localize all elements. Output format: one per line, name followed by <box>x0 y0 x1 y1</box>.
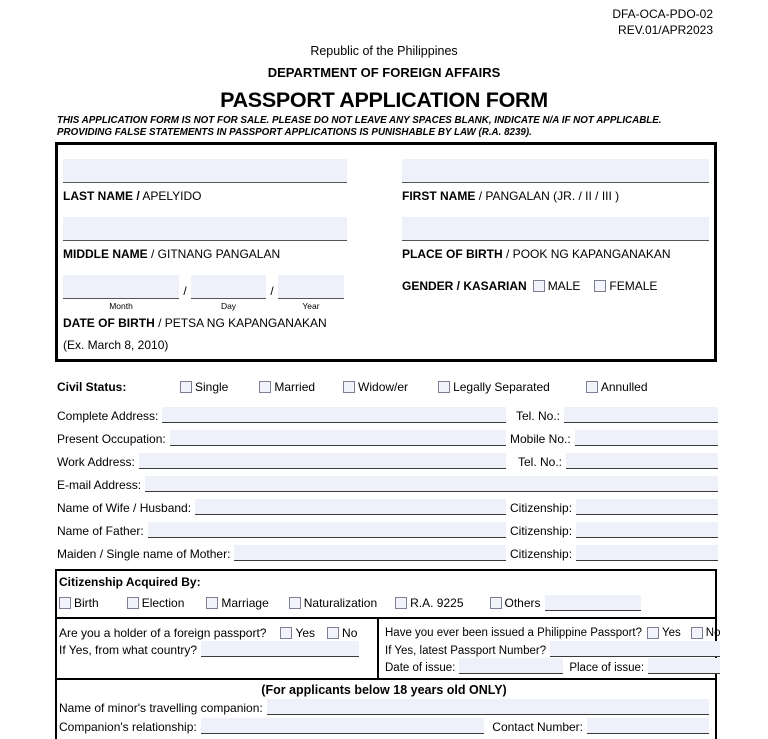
work-address-label: Work Address: <box>57 455 135 470</box>
year-label: Year <box>302 301 320 312</box>
tel-no-1-label: Tel. No.: <box>516 409 561 424</box>
foreign-passport-cell <box>57 619 377 678</box>
first-name-label: FIRST NAME / PANGALAN (JR. / II / III ) <box>402 189 620 204</box>
notice-line-1: THIS APPLICATION FORM IS NOT FOR SALE. PLEASE DO NOT LEAVE ANY SPACES BLANK, INDICATE N/A IF NOT APPLICABLE. <box>57 115 662 126</box>
father-row <box>57 522 718 538</box>
gender-row <box>402 279 709 293</box>
philippine-passport-cell <box>377 619 728 678</box>
checkbox-ra-9225[interactable] <box>395 597 407 609</box>
department-heading: DEPARTMENT OF FOREIGN AFFAIRS <box>267 65 501 80</box>
dob-year-input[interactable] <box>278 275 344 299</box>
last-name-label: LAST NAME / APELYIDO <box>63 189 202 204</box>
notice-line-2: PROVIDING FALSE STATEMENTS IN PASSPORT APPLICATIONS IS PUNISHABLE BY LAW (R.A. 8239). <box>57 127 532 139</box>
name-box-right-column <box>402 159 709 353</box>
legally-separated-label: Legally Separated <box>453 380 550 395</box>
dob-day-input[interactable] <box>191 275 266 299</box>
present-occupation-row <box>57 430 718 446</box>
dob-separator-1: / <box>183 284 187 299</box>
present-occupation-input[interactable] <box>170 430 506 446</box>
minor-section-header: (For applicants below 18 years old ONLY) <box>261 683 507 698</box>
email-address-input[interactable] <box>145 476 718 492</box>
father-label: Name of Father: <box>57 524 144 539</box>
companion-relationship-label: Companion's relationship: <box>59 720 197 735</box>
tel-no-2-label: Tel. No.: <box>518 455 563 470</box>
citizenship-1-label: Citizenship: <box>510 501 573 516</box>
place-of-birth-input[interactable] <box>402 217 709 241</box>
ph-passport-number-input[interactable] <box>550 641 720 657</box>
ph-yes-label: Yes <box>662 627 681 640</box>
date-of-issue-label: Date of issue: <box>385 662 456 675</box>
naturalization-label: Naturalization <box>303 596 378 611</box>
country-heading: Republic of the Philippines <box>310 44 458 58</box>
contact-number-label: Contact Number: <box>492 720 583 735</box>
work-address-row <box>57 453 718 469</box>
checkbox-birth[interactable] <box>59 597 71 609</box>
complete-address-label: Complete Address: <box>57 409 159 424</box>
wife-husband-input[interactable] <box>195 499 506 515</box>
gender-label: GENDER / KASARIAN <box>402 279 527 294</box>
date-of-issue-input[interactable] <box>459 658 563 674</box>
companion-name-label: Name of minor's travelling companion: <box>59 701 263 716</box>
checkbox-others[interactable] <box>490 597 502 609</box>
citizenship-acquired-label: Citizenship Acquired By: <box>59 575 201 590</box>
form-code: DFA-OCA-PDO-02 <box>612 7 713 21</box>
ra-9225-label: R.A. 9225 <box>410 596 464 611</box>
complete-address-input[interactable] <box>162 407 506 423</box>
foreign-yes-label: Yes <box>295 626 316 641</box>
male-label: MALE <box>547 279 581 294</box>
election-label: Election <box>141 596 185 611</box>
citizenship-3-label: Citizenship: <box>510 547 573 562</box>
checkbox-naturalization[interactable] <box>289 597 301 609</box>
checkbox-single[interactable] <box>180 381 192 393</box>
tel-no-2-input[interactable] <box>566 453 718 469</box>
birth-label: Birth <box>74 596 99 611</box>
day-label: Day <box>220 301 237 312</box>
present-occupation-label: Present Occupation: <box>57 432 166 447</box>
mobile-no-label: Mobile No.: <box>510 432 571 447</box>
email-address-label: E-mail Address: <box>57 478 142 493</box>
mother-row <box>57 545 718 561</box>
month-label: Month <box>109 301 133 312</box>
citizenship-passport-table <box>55 569 721 739</box>
ph-no-label: No <box>705 627 721 640</box>
female-checkbox[interactable] <box>594 280 606 292</box>
citizenship-acquired-section <box>57 571 715 617</box>
email-address-row <box>57 476 718 492</box>
checkbox-annulled[interactable] <box>586 381 598 393</box>
wife-husband-label: Name of Wife / Husband: <box>57 501 192 516</box>
minor-section <box>57 678 715 739</box>
checkbox-legally-separated[interactable] <box>438 381 450 393</box>
mobile-no-input[interactable] <box>575 430 718 446</box>
form-revision: REV.01/APR2023 <box>618 22 713 37</box>
civil-status-label: Civil Status: <box>57 380 127 395</box>
middle-name-label: MIDDLE NAME / GITNANG PANGALAN <box>63 247 281 262</box>
passport-history-section <box>57 617 721 678</box>
foreign-no-label: No <box>342 626 358 641</box>
last-name-input[interactable] <box>63 159 347 183</box>
foreign-passport-question: Are you a holder of a foreign passport? <box>59 626 267 641</box>
checkbox-marriage[interactable] <box>206 597 218 609</box>
others-input[interactable] <box>545 595 641 611</box>
citizenship-2-input[interactable] <box>576 522 718 538</box>
date-of-birth-fields <box>63 275 347 299</box>
foreign-no-checkbox[interactable] <box>327 627 339 639</box>
mother-label: Maiden / Single name of Mother: <box>57 547 231 562</box>
father-input[interactable] <box>148 522 506 538</box>
dob-separator-2: / <box>270 284 274 299</box>
applicant-details-rows <box>57 407 718 561</box>
widower-label: Widow/er <box>358 380 409 395</box>
companion-name-input[interactable] <box>267 699 709 715</box>
page-title: PASSPORT APPLICATION FORM <box>220 88 548 112</box>
marriage-label: Marriage <box>221 596 269 611</box>
checkbox-election[interactable] <box>127 597 139 609</box>
complete-address-row <box>57 407 718 423</box>
place-of-issue-label: Place of issue: <box>569 662 645 675</box>
male-checkbox[interactable] <box>533 280 545 292</box>
ph-passport-question: Have you ever been issued a Philippine Passport? <box>385 627 642 640</box>
checkbox-married[interactable] <box>259 381 271 393</box>
date-of-birth-label: DATE OF BIRTH / PETSA NG KAPANGANAKAN <box>63 316 327 331</box>
ph-yes-checkbox[interactable] <box>647 627 659 639</box>
form-notice <box>57 115 718 139</box>
middle-name-input[interactable] <box>63 217 347 241</box>
form-code-block <box>612 7 713 38</box>
single-label: Single <box>195 380 229 395</box>
foreign-yes-checkbox[interactable] <box>280 627 292 639</box>
first-name-input[interactable] <box>402 159 709 183</box>
contact-number-input[interactable] <box>587 718 709 734</box>
citizenship-3-input[interactable] <box>576 545 718 561</box>
tel-no-1-input[interactable] <box>564 407 718 423</box>
companion-relationship-input[interactable] <box>201 718 485 734</box>
place-of-issue-input[interactable] <box>648 658 720 674</box>
others-label: Others <box>504 596 541 611</box>
dob-sublabels <box>63 301 347 311</box>
female-label: FEMALE <box>609 279 658 294</box>
dob-example: (Ex. March 8, 2010) <box>63 338 169 353</box>
mother-input[interactable] <box>234 545 506 561</box>
name-birth-box <box>55 142 717 362</box>
married-label: Married <box>274 380 316 395</box>
name-box-left-column <box>63 159 347 353</box>
citizenship-1-input[interactable] <box>576 499 718 515</box>
wife-husband-row <box>57 499 718 515</box>
ph-passport-number-label: If Yes, latest Passport Number? <box>385 645 547 658</box>
citizenship-2-label: Citizenship: <box>510 524 573 539</box>
foreign-country-label: If Yes, from what country? <box>59 643 198 658</box>
foreign-country-input[interactable] <box>201 641 359 657</box>
place-of-birth-label: PLACE OF BIRTH / POOK NG KAPANGANAKAN <box>402 247 671 262</box>
dob-month-input[interactable] <box>63 275 179 299</box>
annulled-label: Annulled <box>600 380 648 395</box>
checkbox-widower[interactable] <box>343 381 355 393</box>
ph-no-checkbox[interactable] <box>691 627 703 639</box>
work-address-input[interactable] <box>139 453 506 469</box>
citizenship-acquired-options <box>59 595 709 611</box>
civil-status-row <box>57 379 718 395</box>
